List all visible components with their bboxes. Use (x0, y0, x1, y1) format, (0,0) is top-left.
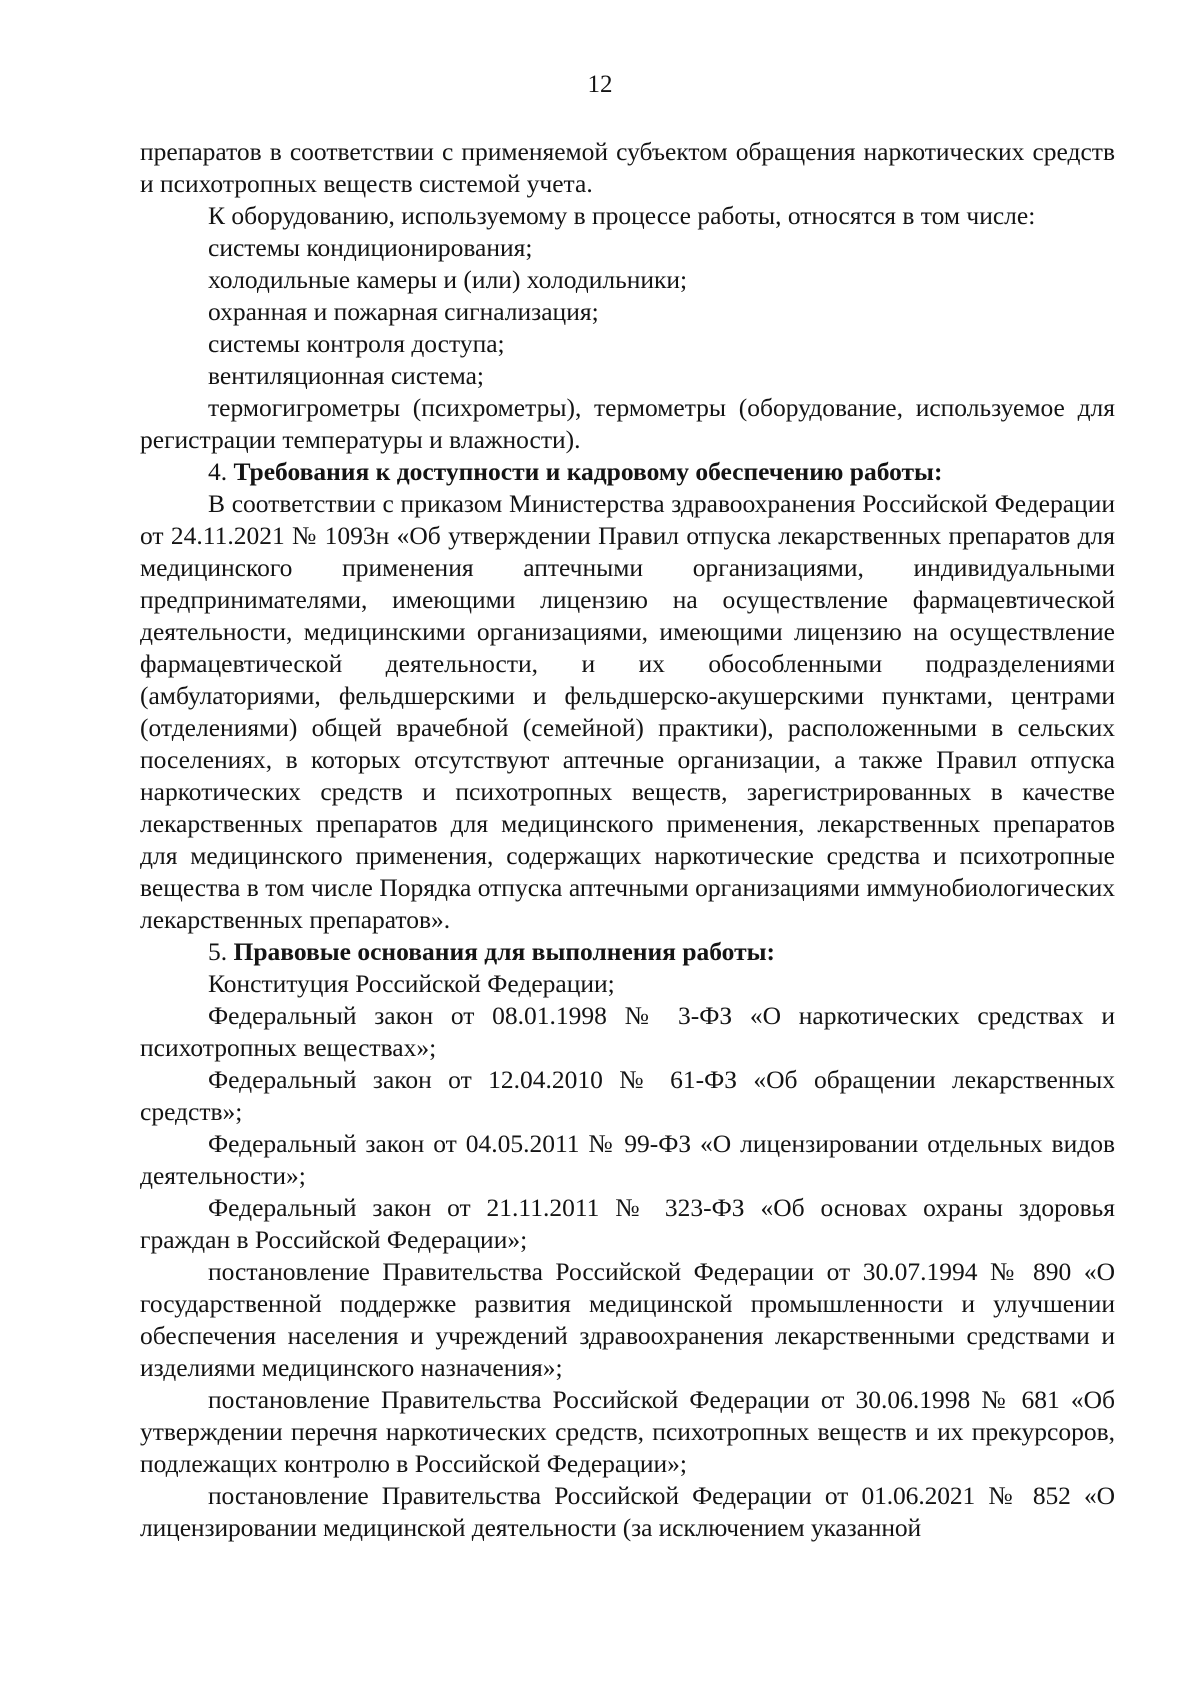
list-item-legal-basis: постановление Правительства Российской Федерации от 30.06.1998 № 681 «Об утверждении перечня наркотических средств, психотропных веществ и их прекурсоров, подлежащих контролю в Российской Федерации»; (140, 1385, 1115, 1478)
list-item-legal-basis: Федеральный закон от 04.05.2011 № 99-ФЗ «О лицензировании отдельных видов деятельности»; (140, 1129, 1115, 1190)
section-number: 4. (208, 457, 234, 486)
paragraph-equipment-intro: К оборудованию, используемому в процессе работы, относятся в том числе: (208, 201, 1036, 230)
list-item-equipment: термогигрометры (психрометры), термометры (оборудование, используемое для регистрации температуры и влажности). (140, 393, 1115, 454)
section-number: 5. (208, 937, 234, 966)
list-item-legal-basis: Конституция Российской Федерации; (208, 969, 615, 998)
list-item-equipment: охранная и пожарная сигнализация; (208, 297, 599, 326)
list-item-legal-basis: постановление Правительства Российской Федерации от 01.06.2021 № 852 «О лицензировании медицинской деятельности (за исключением указанной (140, 1481, 1115, 1542)
document-body (140, 136, 1115, 1544)
list-item-equipment: системы кондиционирования; (208, 233, 533, 262)
section-title: Требования к доступности и кадровому обеспечению работы: (233, 457, 943, 486)
list-item-equipment: системы контроля доступа; (208, 329, 505, 358)
list-item-equipment: холодильные камеры и (или) холодильники; (208, 265, 688, 294)
section-title: Правовые основания для выполнения работы: (233, 937, 776, 966)
page-number: 12 (587, 71, 613, 98)
list-item-legal-basis: Федеральный закон от 12.04.2010 № 61-ФЗ «Об обращении лекарственных средств»; (140, 1065, 1115, 1126)
list-item-equipment: вентиляционная система; (208, 361, 484, 390)
section-heading-4 (140, 456, 1115, 488)
paragraph-order-reference: В соответствии с приказом Министерства здравоохранения Российской Федерации от 24.11.2021 № 1093н «Об утверждении Правил отпуска лекарственных препаратов для медицинского применения аптечными организациями, индивидуальными предпринимателями, имеющими лицензию на осуществление фармацевтической деятельности, медицинскими организациями, имеющими лицензию на осуществление фармацевтической деятельности, и их обособленными подразделениями (амбулаториями, фельдшерскими и фельдшерско-акушерскими пунктами, центрами (отделениями) общей врачебной (семейной) практики), расположенными в сельских поселениях, в которых отсутствуют аптечные организации, а также Правил отпуска наркотических средств и психотропных веществ, зарегистрированных в качестве лекарственных препаратов для медицинского применения, лекарственных препаратов для медицинского применения, содержащих наркотические средства и психотропные вещества в том числе Порядка отпуска аптечными организациями иммунобиологических лекарственных препаратов». (140, 489, 1115, 934)
list-item-legal-basis: постановление Правительства Российской Федерации от 30.07.1994 № 890 «О государственной поддержке развития медицинской промышленности и улучшении обеспечения населения и учреждений здравоохранения лекарственными средствами и изделиями медицинского назначения»; (140, 1257, 1115, 1382)
list-item-legal-basis: Федеральный закон от 08.01.1998 № 3-ФЗ «О наркотических средствах и психотропных веществах»; (140, 1001, 1115, 1062)
list-item-legal-basis: Федеральный закон от 21.11.2011 № 323-ФЗ «Об основах охраны здоровья граждан в Российской Федерации»; (140, 1193, 1115, 1254)
section-heading-5 (140, 936, 1115, 968)
paragraph-continuation: препаратов в соответствии с применяемой субъектом обращения наркотических средств и психотропных веществ системой учета. (140, 137, 1115, 198)
